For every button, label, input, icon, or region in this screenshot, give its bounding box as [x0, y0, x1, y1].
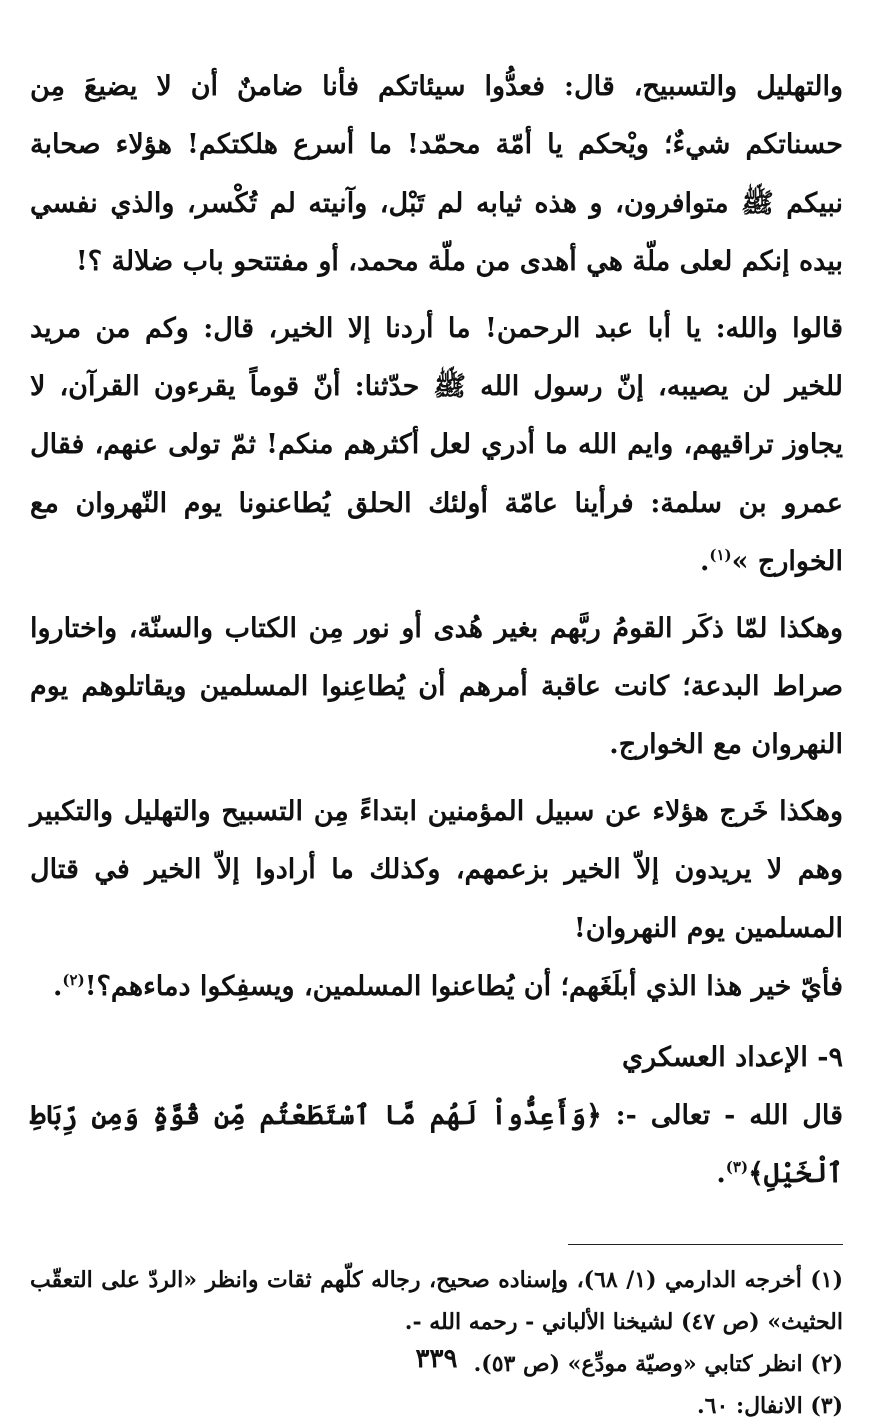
- paragraph-6-intro: قال الله - تعالى -:: [601, 1099, 843, 1131]
- main-text: [30, 58, 843, 1204]
- paragraph-2-end: .: [699, 546, 710, 578]
- paragraph-5: [30, 958, 843, 1016]
- paragraph-5-text: فأيّ خير هذا الذي أبلَغَهم؛ أن يُطاعنوا المسلمين، ويسفِكوا دماءهم؟!: [84, 971, 843, 1003]
- section-heading: ٩- الإعداد العسكري: [621, 1041, 843, 1073]
- footnote-1: (١) أخرجه الدارمي (١/ ٦٨)، وإسناده صحيح، رجاله كلّهم ثقات وانظر «الردّ على التعقّب الحثيث» (ص ٤٧) لشيخنا الألباني - رحمه الله -.: [30, 1266, 844, 1335]
- paragraph-6-end: .: [716, 1158, 726, 1190]
- footnote-2: (٢) انظر كتابي «وصيّة مودِّع» (ص ٥٣).: [473, 1350, 843, 1377]
- quran-verse: ﴿وَأَعِدُّواْ لَهُم مَّا ٱسْتَطَعْتُم مِّن قُوَّةٍ وَمِن رِّبَاطِ ٱلْخَيْلِ﴾: [30, 1099, 843, 1190]
- paragraph-3: وهكذا لمّا ذكَر القومُ ربَّهم بغير هُدى أو نور مِن الكتاب والسنّة، واختاروا صراط البدعة؛ كانت عاقبة أمرهم أن يُطاعِنوا المسلمين ويقاتلوهم يوم النهروان مع الخوارج.: [30, 612, 843, 761]
- paragraph-4: وهكذا خَرج هؤلاء عن سبيل المؤمنين ابتداءً مِن التسبيح والتهليل والتكبير وهم لا يريدون إلاّ الخير بزعمهم، وكذلك ما أرادوا إلاّ الخير في قتال المسلمين يوم النهروان!: [30, 795, 843, 944]
- book-page: [30, 58, 844, 1419]
- footnote-ref-2[interactable]: (٢): [62, 971, 85, 990]
- footnotes: [30, 1259, 843, 1427]
- paragraph-2-text: قالوا والله: يا أبا عبد الرحمن! ما أردنا إلا الخير، قال: وكم من مريد للخير لن يصيبه، إنّ رسول الله ﷺ حدّثنا: أنّ قوماً يقرءون القرآن، لا يجاوز تراقيهم، وايم الله ما أدري لعل أكثرهم منكم! ثمّ تولى عنهم، فقال عمرو بن سلمة: فرأينا عامّة أولئك الحلق يُطاعنونا يوم النّهروان مع الخوارج »: [30, 312, 843, 578]
- paragraph-6: [30, 1087, 843, 1204]
- paragraph-1: والتهليل والتسبيح، قال: فعدُّوا سيئاتكم فأنا ضامنٌ أن لا يضيعَ مِن حسناتكم شيءٌ؛ ويْحكم يا أمّة محمّد! ما أسرع هلكتكم! هؤلاء صحابة نبيكم ﷺ متوافرون، و هذه ثيابه لم تَبْل، وآنيته لم تُكْسر، والذي نفسي بيده إنكم لعلى ملّة هي أهدى من ملّة محمد، أو مفتتحو باب ضلالة ؟!: [30, 71, 843, 278]
- page-number: ٣٣٩: [415, 1344, 458, 1374]
- paragraph-5-end: .: [53, 971, 63, 1003]
- paragraph-2: [30, 300, 843, 592]
- footnote-divider: [568, 1244, 843, 1245]
- footnote-ref-3[interactable]: (٣): [725, 1158, 749, 1177]
- footnote-ref-1[interactable]: (١): [709, 546, 732, 565]
- footnote-3: (٣) الانفال: ٦٠.: [696, 1392, 843, 1419]
